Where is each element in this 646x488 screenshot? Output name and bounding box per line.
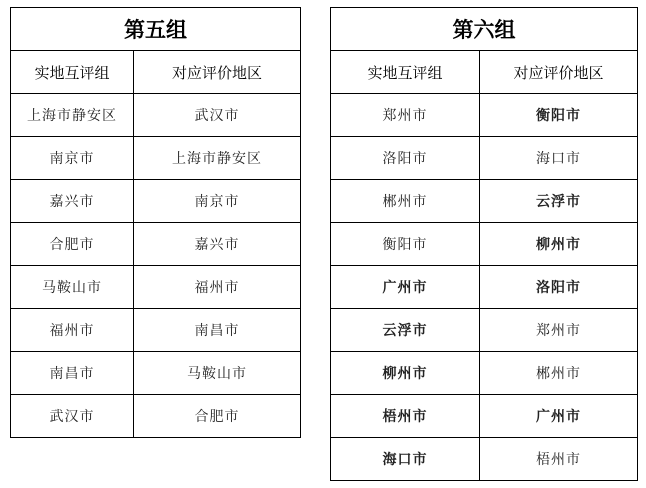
group5-evaluator-cell: 合肥市	[11, 223, 134, 266]
table-row	[11, 137, 301, 180]
group5-target-cell: 嘉兴市	[134, 223, 301, 266]
table-row	[331, 266, 638, 309]
group5-target-cell: 南昌市	[134, 309, 301, 352]
group6-header-evaluator: 实地互评组	[331, 51, 480, 94]
table-row	[11, 395, 301, 438]
group5-target-cell: 南京市	[134, 180, 301, 223]
group5-evaluator-cell: 嘉兴市	[11, 180, 134, 223]
group5-target-cell: 合肥市	[134, 395, 301, 438]
group5-evaluator-cell: 马鞍山市	[11, 266, 134, 309]
group5-target-cell: 福州市	[134, 266, 301, 309]
table-row	[11, 180, 301, 223]
table-row	[11, 309, 301, 352]
group6-target-cell: 云浮市	[480, 180, 638, 223]
table-row	[11, 94, 301, 137]
group5-table	[10, 7, 301, 438]
group6-evaluator-cell: 海口市	[331, 438, 480, 481]
group6-evaluator-cell: 郑州市	[331, 94, 480, 137]
table-row	[331, 352, 638, 395]
table-row	[331, 438, 638, 481]
group6-target-cell: 郴州市	[480, 352, 638, 395]
group5-target-cell: 上海市静安区	[134, 137, 301, 180]
group5-header-evaluator: 实地互评组	[11, 51, 134, 94]
group6-target-cell: 衡阳市	[480, 94, 638, 137]
table-row	[331, 180, 638, 223]
group6-header-target: 对应评价地区	[480, 51, 638, 94]
group6-evaluator-cell: 梧州市	[331, 395, 480, 438]
table-row	[331, 94, 638, 137]
group6-target-cell: 海口市	[480, 137, 638, 180]
group6-evaluator-cell: 柳州市	[331, 352, 480, 395]
group5-target-cell: 马鞍山市	[134, 352, 301, 395]
group5-evaluator-cell: 上海市静安区	[11, 94, 134, 137]
table-row	[331, 395, 638, 438]
group6-target-cell: 梧州市	[480, 438, 638, 481]
group6-evaluator-cell: 云浮市	[331, 309, 480, 352]
table-row	[11, 266, 301, 309]
group6-target-cell: 洛阳市	[480, 266, 638, 309]
group5-evaluator-cell: 南京市	[11, 137, 134, 180]
group5-header-target: 对应评价地区	[134, 51, 301, 94]
group6-evaluator-cell: 广州市	[331, 266, 480, 309]
group6-evaluator-cell: 洛阳市	[331, 137, 480, 180]
group5-evaluator-cell: 南昌市	[11, 352, 134, 395]
group5-target-cell: 武汉市	[134, 94, 301, 137]
group6-target-cell: 柳州市	[480, 223, 638, 266]
group6-target-cell: 广州市	[480, 395, 638, 438]
table-row	[331, 223, 638, 266]
group6-target-cell: 郑州市	[480, 309, 638, 352]
table-row	[11, 352, 301, 395]
group6-evaluator-cell: 衡阳市	[331, 223, 480, 266]
table-row	[331, 137, 638, 180]
group6-title: 第六组	[331, 8, 638, 51]
group6-evaluator-cell: 郴州市	[331, 180, 480, 223]
group5-evaluator-cell: 福州市	[11, 309, 134, 352]
group5-title: 第五组	[11, 8, 301, 51]
table-row	[11, 223, 301, 266]
table-row	[331, 309, 638, 352]
group6-table	[330, 7, 638, 481]
group5-evaluator-cell: 武汉市	[11, 395, 134, 438]
